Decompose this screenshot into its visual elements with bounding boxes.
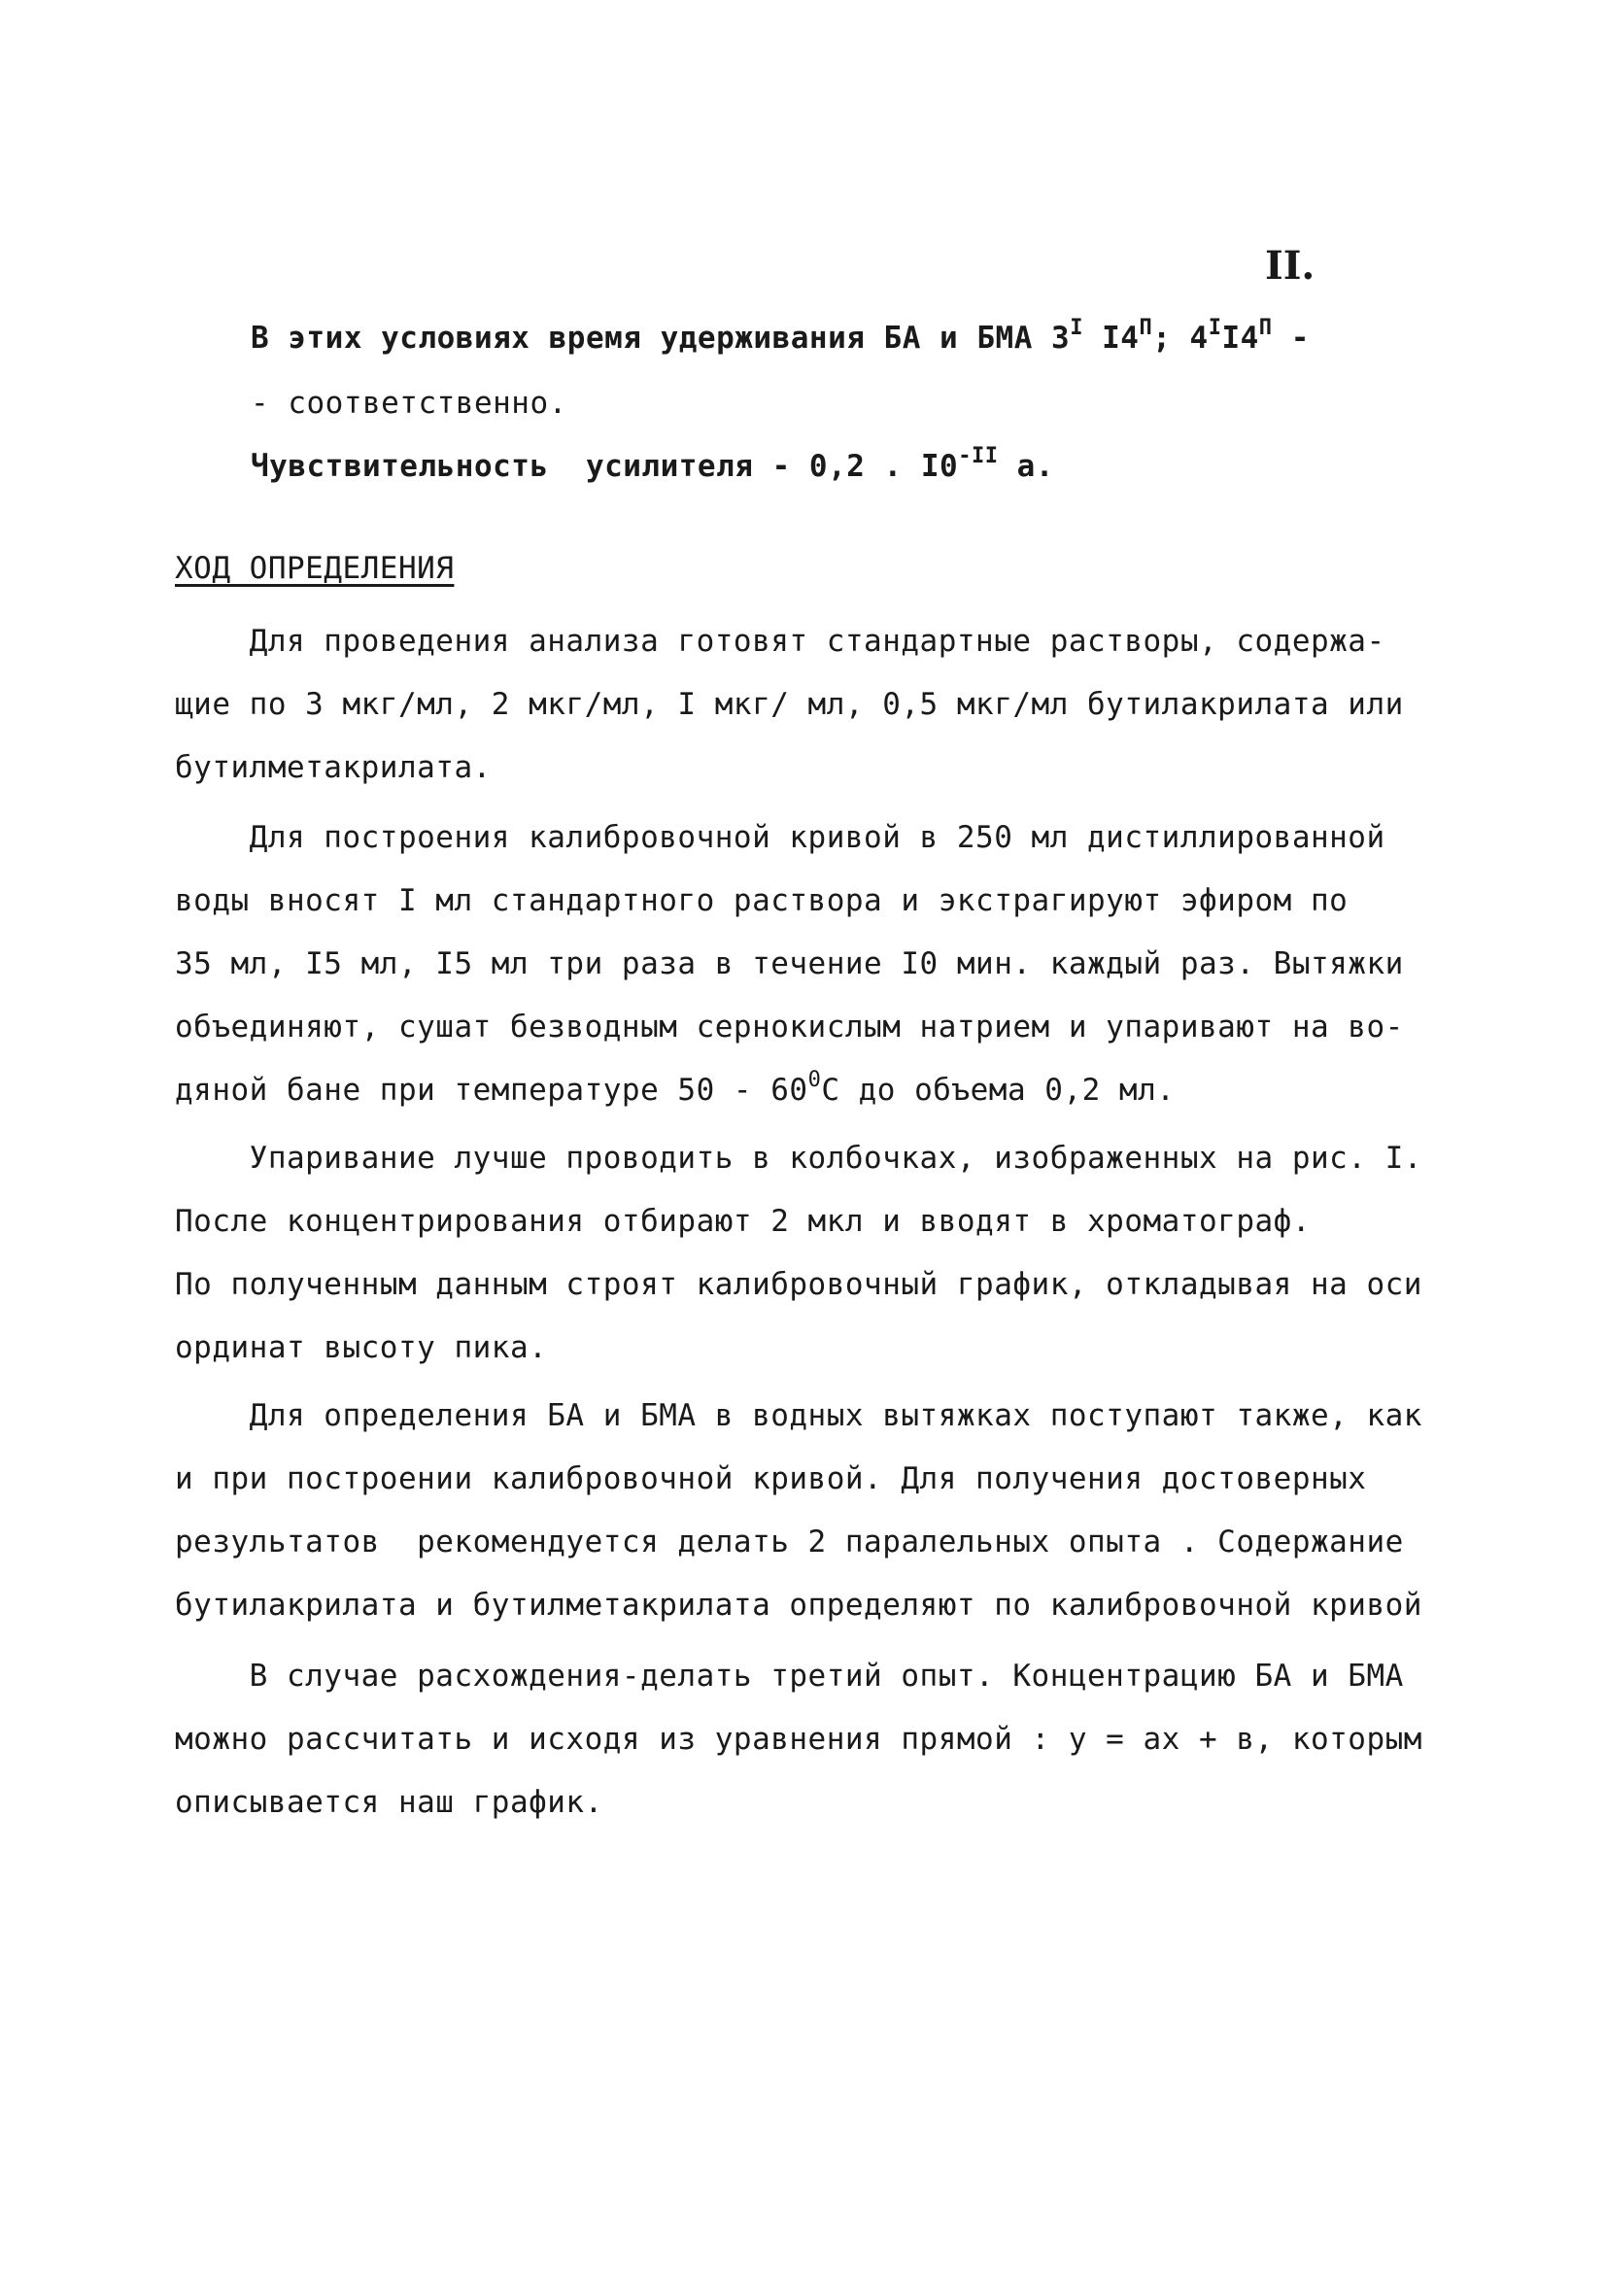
paragraph-line: воды вносят I мл стандартного раствора и экстрагируют эфиром по <box>175 883 1349 918</box>
paragraph-line: результатов рекомендуется делать 2 паралельных опыта . Содержание <box>175 1525 1404 1559</box>
paragraph-line: По полученным данным строят калибровочный график, откладывая на оси <box>175 1267 1422 1302</box>
paragraph-line: и при построении калибровочной кривой. Для получения достоверных <box>175 1461 1367 1496</box>
paragraph-line: ординат высоту пика. <box>175 1330 548 1365</box>
paragraph-line: Для проведения анализа готовят стандартные растворы, содержа- <box>175 624 1385 659</box>
paragraph-line: Для построения калибровочной кривой в 250 мл дистиллированной <box>175 820 1385 855</box>
paragraph-line: Для определения БА и БМА в водных вытяжках поступают также, как <box>175 1398 1422 1433</box>
section-heading: ХОД ОПРЕДЕЛЕНИЯ <box>175 551 455 586</box>
paragraph-line: В случае расхождения-делать третий опыт. Концентрацию БА и БМА <box>175 1659 1404 1694</box>
paragraph-line: описывается наш график. <box>175 1785 603 1820</box>
paragraph-line: Упаривание лучше проводить в колбочках, изображенных на рис. I. <box>175 1141 1422 1176</box>
temperature-line: дяной бане при температуре $50 - 60^0С$ до объема 0,2 мл. <box>175 1068 1176 1108</box>
paragraph-line: щие по 3 мкг/мл, 2 мкг/мл, I мкг/ мл, 0,5 мкг/мл бутилакрилата или <box>175 687 1404 722</box>
page-number: II. <box>1265 243 1316 289</box>
paragraph-line: объединяют, сушат безводным сернокислым натрием и упаривают на во- <box>175 1010 1404 1045</box>
retention-time-line: В этих условиях время удерживания БА и БМА $3^I$ $I4^П$; $4^II4^П$ - <box>251 316 1310 356</box>
sensitivity-line: Чувствительность усилителя - 0,2 . $I0^{-II}$ а. <box>251 444 1054 484</box>
paragraph-line: бутилметакрилата. <box>175 750 492 785</box>
respectively-line: - соответственно. <box>251 386 567 421</box>
paragraph-line: 35 мл, I5 мл, I5 мл три раза в течение I0 мин. каждый раз. Вытяжки <box>175 946 1404 981</box>
paragraph-line: можно рассчитать и исходя из уравнения прямой : у = ах + в, которым <box>175 1722 1422 1757</box>
paragraph-line: После концентрирования отбирают 2 мкл и вводят в хроматограф. <box>175 1204 1311 1239</box>
paragraph-line: бутилакрилата и бутилметакрилата определяют по калибровочной кривой <box>175 1588 1422 1623</box>
